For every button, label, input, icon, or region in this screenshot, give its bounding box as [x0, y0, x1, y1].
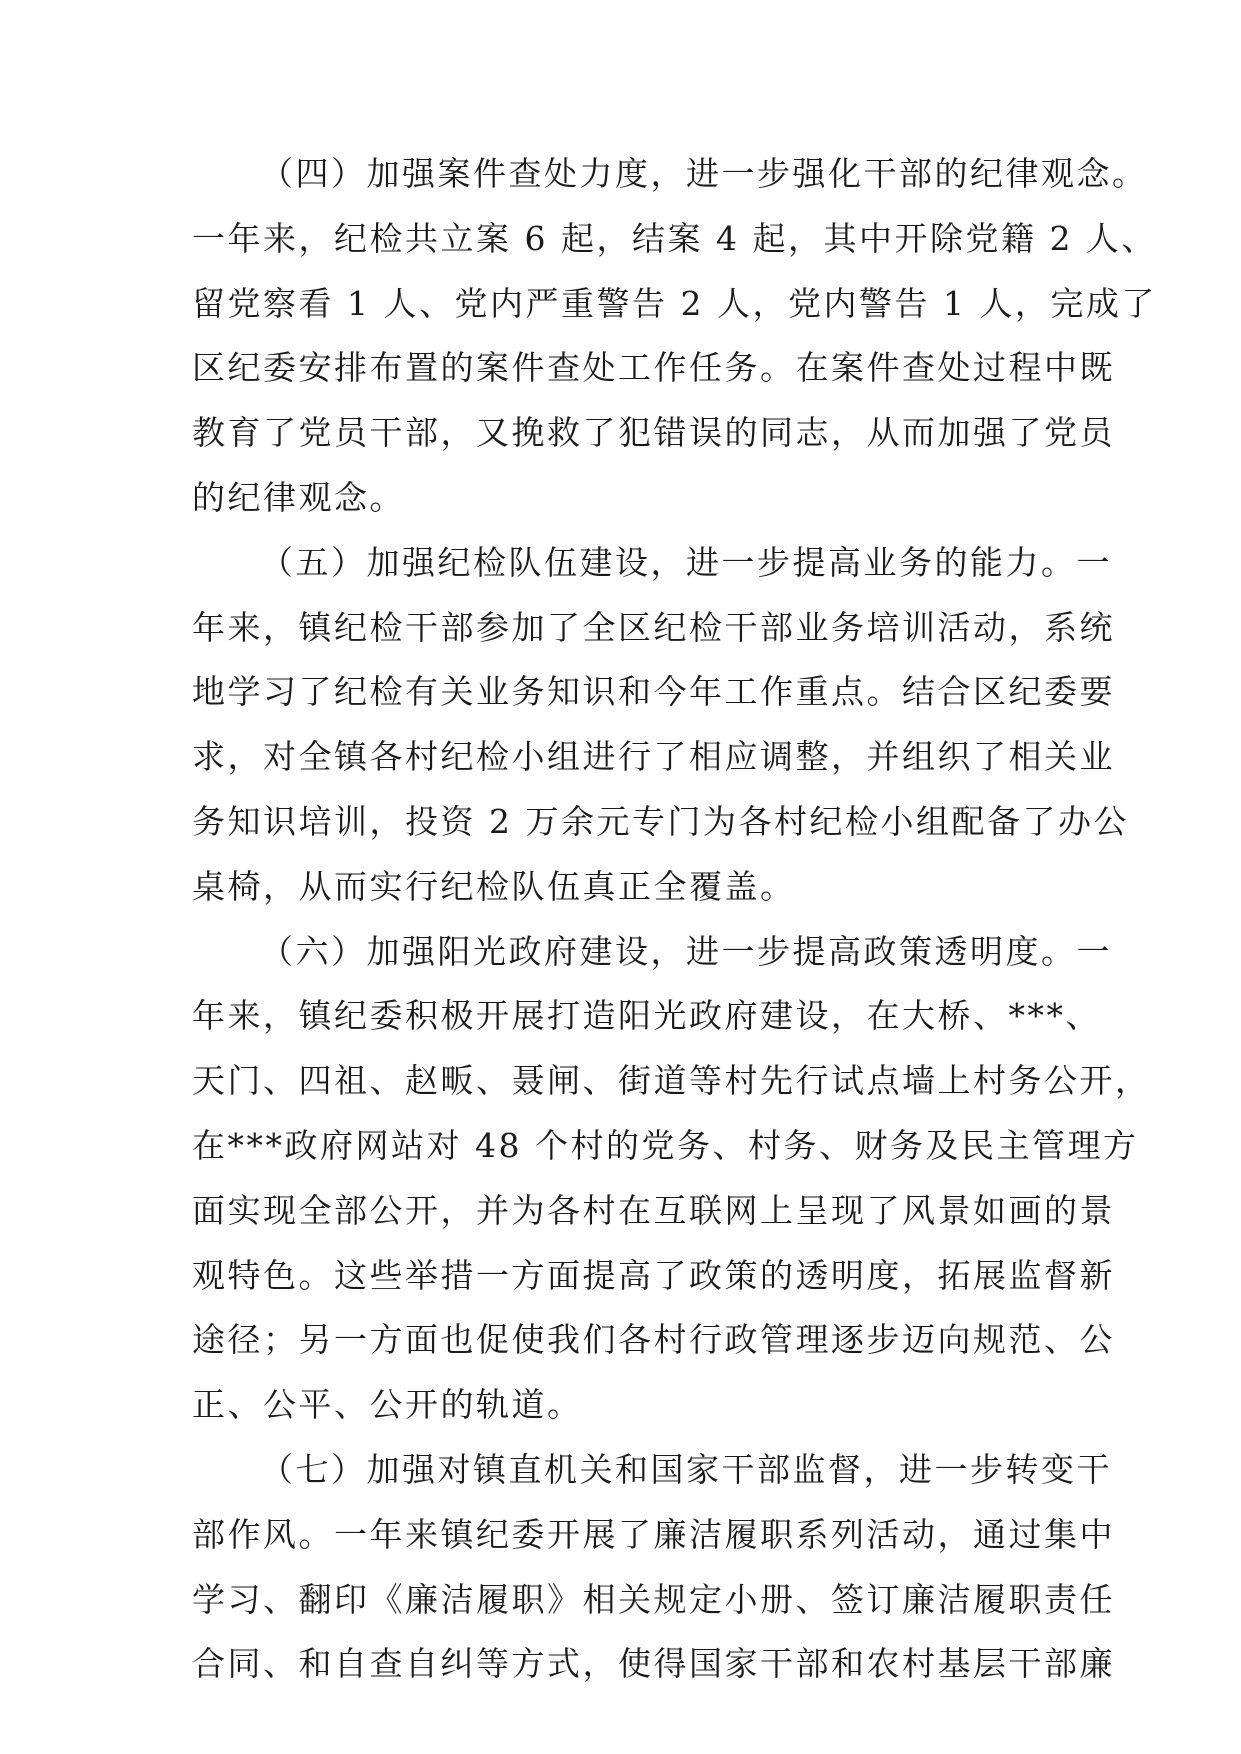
text-line: 观特色。这些举措一方面提高了政策的透明度，拓展监督新	[192, 1255, 1115, 1295]
text-line: 一年来，纪检共立案 6 起，结案 4 起，其中开除党籍 2 人、	[192, 218, 1157, 258]
paragraph-heading-6: （六）加强阳光政府建设，进一步提高政策透明度。一	[260, 931, 1112, 971]
text-line: 部作风。一年来镇纪委开展了廉洁履职系列活动，通过集中	[192, 1514, 1115, 1554]
paragraph-heading-4: （四）加强案件查处力度，进一步强化干部的纪律观念。	[260, 154, 1148, 193]
text-line: 年来，镇纪检干部参加了全区纪检干部业务培训活动，系统	[192, 607, 1115, 647]
text-line: 求，对全镇各村纪检小组进行了相应调整，并组织了相关业	[192, 737, 1115, 777]
text-line: 学习、翻印《廉洁履职》相关规定小册、签订廉洁履职责任	[192, 1579, 1115, 1619]
text-line: 合同、和自查自纠等方式，使得国家干部和农村基层干部廉	[192, 1644, 1115, 1684]
text-line: 面实现全部公开，并为各村在互联网上呈现了风景如画的景	[192, 1190, 1115, 1230]
paragraph-heading-7: （七）加强对镇直机关和国家干部监督，进一步转变干	[260, 1449, 1112, 1489]
text-line: 留党察看 1 人、党内严重警告 2 人，党内警告 1 人，完成了	[192, 283, 1157, 323]
text-line: 的纪律观念。	[192, 477, 405, 517]
text-line: 在***政府网站对 48 个村的党务、村务、财务及民主管理方	[192, 1125, 1139, 1165]
document-body	[192, 142, 1157, 1697]
text-line: 途径；另一方面也促使我们各村行政管理逐步迈向规范、公	[192, 1320, 1115, 1360]
text-line: 正、公平、公开的轨道。	[192, 1385, 583, 1425]
text-line: 区纪委安排布置的案件查处工作任务。在案件查处过程中既	[192, 348, 1115, 388]
text-line: 桌椅，从而实行纪检队伍真正全覆盖。	[192, 866, 796, 906]
paragraph-heading-5: （五）加强纪检队伍建设，进一步提高业务的能力。一	[260, 542, 1112, 582]
text-line: 天门、四祖、赵畈、聂闸、街道等村先行试点墙上村务公开，	[192, 1061, 1151, 1101]
text-line: 年来，镇纪委积极开展打造阳光政府建设，在大桥、***、	[192, 996, 1101, 1036]
text-line: 地学习了纪检有关业务知识和今年工作重点。结合区纪委要	[192, 672, 1115, 712]
text-line: 教育了党员干部，又挽救了犯错误的同志，从而加强了党员	[192, 413, 1115, 453]
text-line: 务知识培训，投资 2 万余元专门为各村纪检小组配备了办公	[192, 801, 1129, 841]
